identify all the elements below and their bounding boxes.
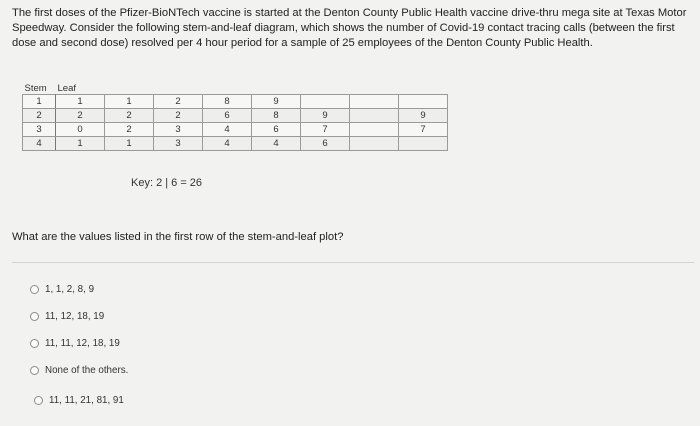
- leaf-cell: [399, 137, 448, 151]
- answer-option-label: 11, 11, 12, 18, 19: [45, 338, 120, 349]
- answer-option-label: None of the others.: [45, 365, 129, 376]
- answer-option-label: 11, 12, 18, 19: [45, 311, 105, 322]
- stem-leaf-key: Key: 2 | 6 = 26: [131, 177, 203, 189]
- radio-circle-icon[interactable]: [30, 366, 39, 375]
- stem-cell: 3: [23, 123, 56, 137]
- leaf-header: Leaf: [57, 82, 76, 94]
- radio-circle-icon[interactable]: [30, 339, 39, 348]
- leaf-cell: 3: [154, 123, 203, 137]
- leaf-cell: 6: [301, 137, 350, 151]
- leaf-cell: [399, 95, 448, 109]
- stem-cell: 1: [23, 95, 56, 109]
- table-row: [23, 109, 448, 123]
- leaf-cell: 1: [56, 137, 105, 151]
- question-text: What are the values listed in the first row of the stem-and-leaf plot?: [12, 231, 344, 243]
- leaf-cell: 6: [203, 109, 252, 123]
- leaf-cell: 2: [154, 95, 203, 109]
- leaf-cell: 2: [105, 123, 154, 137]
- leaf-cell: 9: [399, 109, 448, 123]
- radio-circle-icon[interactable]: [30, 312, 39, 321]
- answer-option-b[interactable]: [30, 311, 104, 322]
- stem-header: Stem: [24, 82, 47, 94]
- leaf-cell: 7: [399, 123, 448, 137]
- answer-option-label: 1, 1, 2, 8, 9: [45, 284, 95, 295]
- leaf-cell: 4: [203, 123, 252, 137]
- leaf-cell: 9: [252, 95, 301, 109]
- leaf-cell: 8: [203, 95, 252, 109]
- leaf-cell: 7: [301, 123, 350, 137]
- radio-circle-icon[interactable]: [34, 396, 43, 405]
- leaf-cell: 2: [105, 109, 154, 123]
- answer-option-e[interactable]: [34, 395, 124, 406]
- leaf-cell: [350, 137, 399, 151]
- radio-circle-icon[interactable]: [30, 285, 39, 294]
- leaf-cell: 4: [203, 137, 252, 151]
- stem-and-leaf-table: [22, 82, 448, 151]
- divider: [12, 262, 694, 263]
- leaf-cell: 1: [105, 95, 154, 109]
- leaf-cell: 2: [154, 109, 203, 123]
- leaf-cell: [301, 95, 350, 109]
- question-intro-text: The first doses of the Pfizer-BioNTech vaccine is started at the Denton County Public Health vaccine drive-thru mega site at Texas Motor Speedway. Consider the following stem-and-leaf diagram, which shows the number of Covid-19 contact tracing calls (between the first dose and second dose) resolved per 4 hour period for a sample of 25 employees of the Denton County Public Health.: [12, 7, 687, 49]
- leaf-cell: 2: [56, 109, 105, 123]
- table-row: [23, 95, 448, 109]
- leaf-cell: 9: [301, 109, 350, 123]
- leaf-cell: 1: [105, 137, 154, 151]
- table-row: [23, 123, 448, 137]
- leaf-cell: [350, 123, 399, 137]
- leaf-cell: [350, 95, 399, 109]
- leaf-cell: 6: [252, 123, 301, 137]
- leaf-cell: 3: [154, 137, 203, 151]
- answer-option-d[interactable]: [30, 365, 128, 376]
- leaf-cell: 8: [252, 109, 301, 123]
- table-row: [23, 137, 448, 151]
- leaf-cell: 1: [56, 95, 105, 109]
- leaf-cell: 4: [252, 137, 301, 151]
- leaf-cell: [350, 109, 399, 123]
- leaf-cell: 0: [56, 123, 105, 137]
- answer-option-c[interactable]: [30, 338, 120, 349]
- stem-cell: 2: [23, 109, 56, 123]
- stem-cell: 4: [23, 137, 56, 151]
- answer-option-label: 11, 11, 21, 81, 91: [49, 395, 124, 406]
- answer-option-a[interactable]: [30, 284, 94, 295]
